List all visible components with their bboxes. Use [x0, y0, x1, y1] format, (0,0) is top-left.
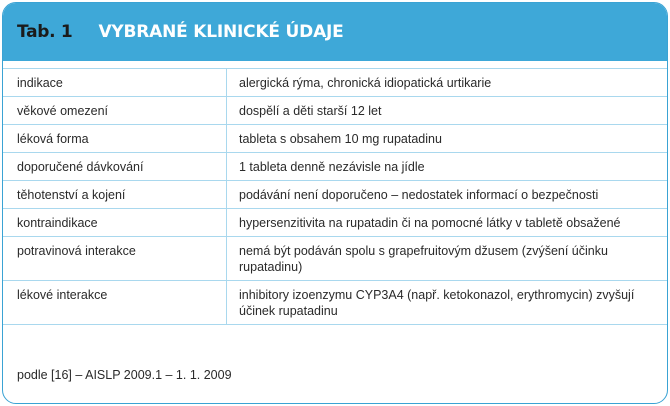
table-row: [3, 236, 667, 280]
table-row: [3, 208, 667, 236]
row-label: lékové interakce: [3, 281, 227, 324]
table-row: [3, 96, 667, 124]
row-label: potravinová interakce: [3, 237, 227, 280]
row-label: léková forma: [3, 125, 227, 152]
row-label: věkové omezení: [3, 97, 227, 124]
table-row: [3, 280, 667, 325]
row-value: nemá být podáván spolu s grapefruitovým džusem (zvýšení účinku rupatadinu): [239, 244, 608, 274]
clinical-data-table: [3, 68, 667, 325]
row-value: hypersenzitivita na rupatadin či na pomocné látky v tabletě obsažené: [239, 216, 621, 230]
table-title: VYBRANÉ KLINICKÉ ÚDAJE: [98, 22, 344, 42]
table-frame: [2, 2, 668, 404]
table-row: [3, 68, 667, 96]
row-value: dospělí a děti starší 12 let: [239, 104, 382, 118]
table-row: [3, 180, 667, 208]
row-value: podávání není doporučeno – nedostatek informací o bezpečnosti: [239, 188, 599, 202]
row-label: těhotenství a kojení: [3, 181, 227, 208]
row-label: doporučené dávkování: [3, 153, 227, 180]
table-number: Tab. 1: [17, 22, 73, 42]
source-note: podle [16] – AISLP 2009.1 – 1. 1. 2009: [17, 368, 232, 382]
table-header: [3, 3, 667, 61]
row-value: 1 tableta denně nezávisle na jídle: [239, 160, 425, 174]
row-label: kontraindikace: [3, 209, 227, 236]
row-label: indikace: [3, 69, 227, 96]
row-value: inhibitory izoenzymu CYP3A4 (např. ketokonazol, erythromycin) zvyšují účinek rupatadinu: [239, 288, 635, 318]
table-row: [3, 124, 667, 152]
row-value: alergická rýma, chronická idiopatická urtikarie: [239, 76, 492, 90]
table-row: [3, 152, 667, 180]
row-value: tableta s obsahem 10 mg rupatadinu: [239, 132, 442, 146]
